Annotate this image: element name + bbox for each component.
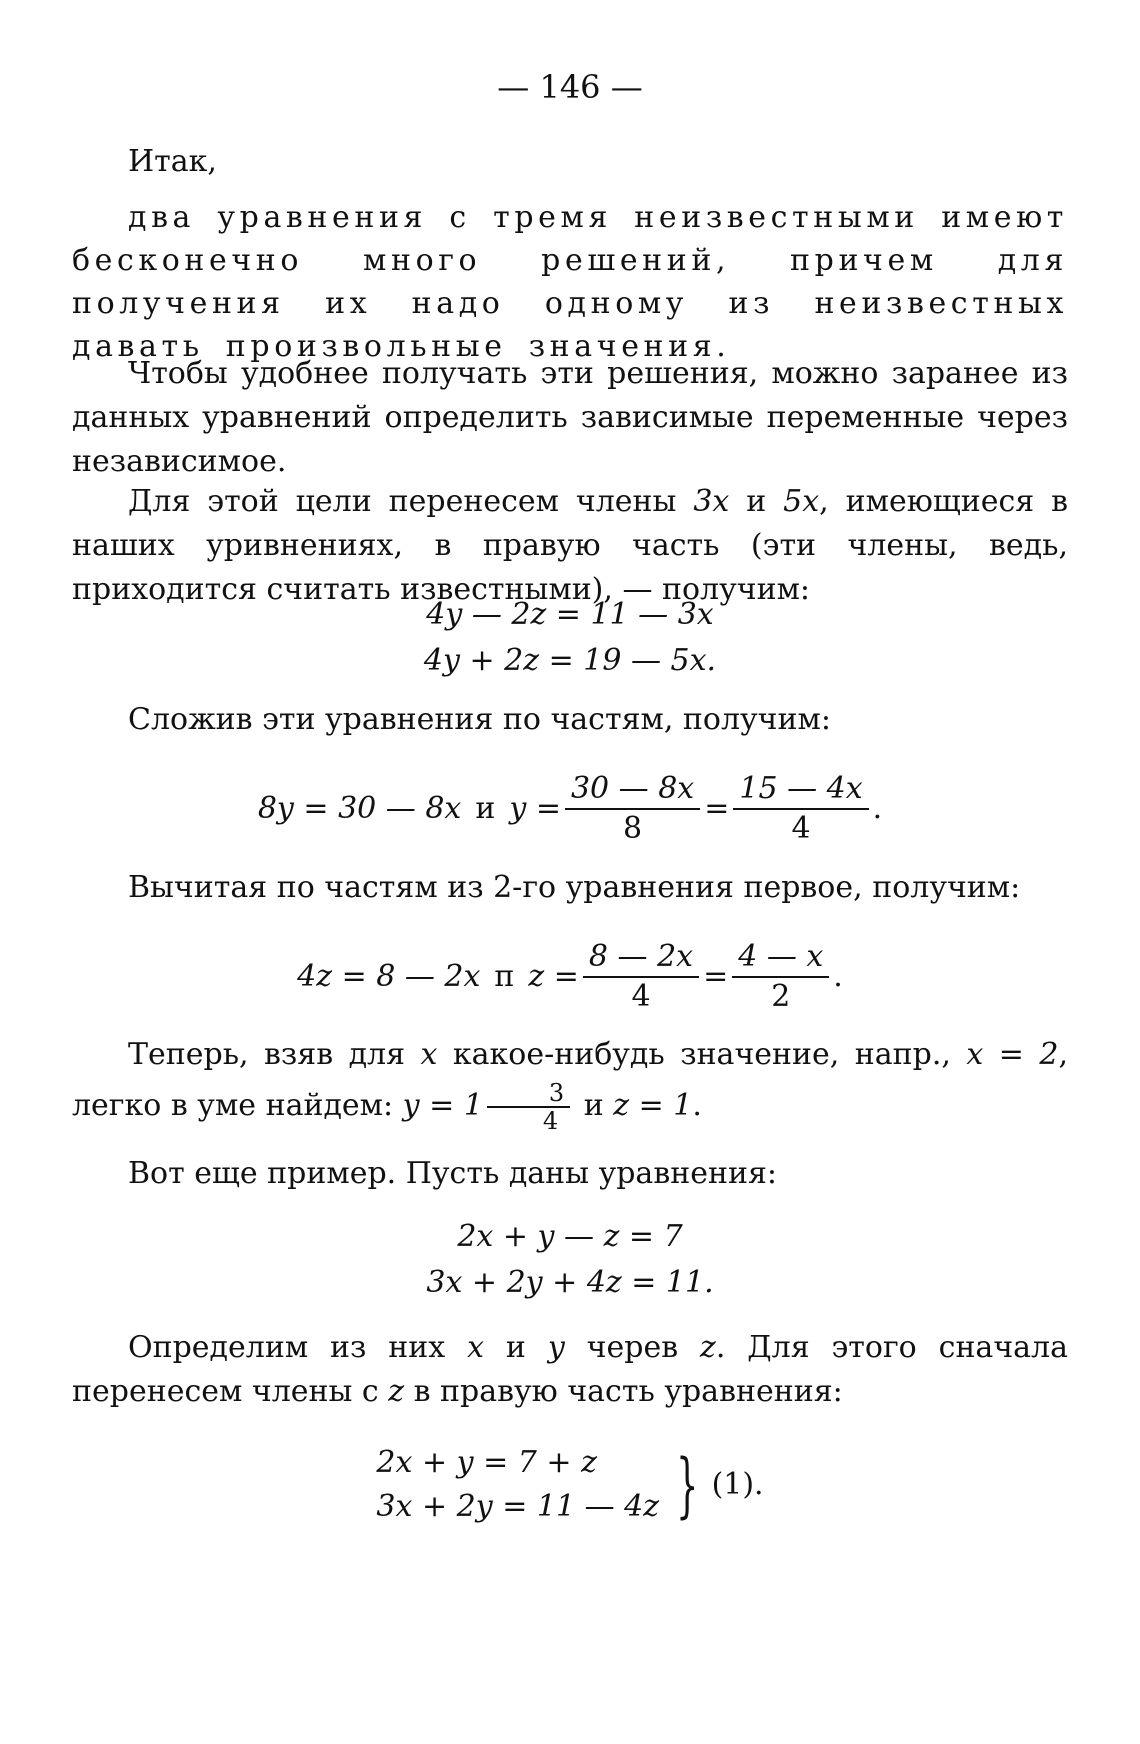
- paragraph-4: Вычитая по частям из 2-го уравнения первое, получим:: [128, 870, 1021, 905]
- eq-y-conj: и: [475, 791, 496, 826]
- eq-z-var: z =: [528, 959, 579, 994]
- p5-text-c: значение, напр.,: [680, 1037, 967, 1072]
- equation-line: 2x + y = 7 + z: [376, 1445, 597, 1480]
- p2-text-c: , имеющиеся в наших уривнениях, в правую часть (эти члены, ведь, приходится считать известными), — получим:: [72, 484, 1068, 607]
- fraction-denominator: 8: [623, 811, 643, 846]
- fraction-denominator: 4: [631, 979, 651, 1014]
- p2-term-3x: 3x: [693, 484, 730, 519]
- conclusion-paragraph: два уравнения с тремя неизвестными имеют бесконечно много решений, причем для получения их надо одному из неизвестных давать произвольные значения.: [72, 200, 1068, 364]
- page-number: — 146 —: [497, 68, 643, 106]
- p5-text-d: , легко в уме найдем:: [72, 1037, 1069, 1123]
- fraction-numerator: 8 — 2x: [583, 938, 699, 978]
- fraction-numerator: 3: [487, 1080, 570, 1108]
- eq-y-var: y =: [509, 791, 561, 826]
- equation-y: [0, 770, 1140, 848]
- p7-var-y: y: [547, 1330, 565, 1365]
- equals-sign: =: [704, 791, 730, 826]
- fraction: [732, 938, 829, 1016]
- p7-text-a: Определим из них: [128, 1330, 468, 1365]
- fraction: [583, 938, 699, 1016]
- eq-z-conj: п: [494, 959, 515, 994]
- p5-z-value: z = 1: [613, 1088, 693, 1123]
- equals-sign: =: [703, 959, 729, 994]
- period: .: [833, 959, 843, 994]
- fraction: [565, 770, 700, 848]
- paragraph-7: [72, 1326, 1068, 1414]
- fraction-denominator: 2: [771, 979, 791, 1014]
- fraction-denominator: 4: [542, 1107, 559, 1135]
- p7-text-e: в правую часть уравнения:: [404, 1374, 843, 1409]
- equation-group-3: [0, 1440, 1140, 1529]
- fraction-numerator: 15 — 4x: [733, 770, 868, 810]
- equation-group-1: [0, 592, 1140, 684]
- p5-text-b: какое-нибудь: [437, 1037, 681, 1072]
- p2-text-b: и: [729, 484, 784, 519]
- equation-line: 4y — 2z = 11 — 3x: [426, 597, 714, 632]
- fraction-numerator: 30 — 8x: [565, 770, 700, 810]
- fraction-denominator: 4: [791, 811, 811, 846]
- paragraph-1: Чтобы удобнее получать эти решения, можно заранее из данных уравнений определить зависимые переменные через независимое.: [72, 356, 1068, 479]
- equation-line: 3x + 2y + 4z = 11.: [426, 1265, 714, 1300]
- p7-var-z2: z: [388, 1374, 405, 1409]
- p7-var-z: z: [700, 1330, 716, 1365]
- paragraph-3: Сложив эти уравнения по частям, получим:: [128, 702, 831, 737]
- right-brace-icon: }: [676, 1444, 699, 1526]
- equation-group-2: [0, 1214, 1140, 1306]
- p5-text-a: Теперь, взяв для: [128, 1037, 421, 1072]
- fraction-numerator: 4 — x: [732, 938, 829, 978]
- p5-period: .: [692, 1088, 702, 1123]
- equation-line: 2x + y — z = 7: [457, 1219, 683, 1254]
- fraction: [733, 770, 868, 848]
- p5-x-value: x = 2: [966, 1037, 1059, 1072]
- eq-z-lhs: 4z = 8 — 2x: [297, 959, 481, 994]
- p5-y-value: y = 1: [402, 1088, 483, 1123]
- equation-line: 4y + 2z = 19 — 5x.: [423, 643, 717, 678]
- p5-text-e: и: [574, 1088, 614, 1123]
- p7-text-d: . Для этого сначала перенесем члены с: [72, 1330, 1068, 1409]
- p2-term-5x: 5x: [783, 484, 820, 519]
- p7-text-c: черев: [564, 1330, 700, 1365]
- p7-text-b: и: [484, 1330, 548, 1365]
- p7-var-x: x: [467, 1330, 485, 1365]
- equation-line: 3x + 2y = 11 — 4z: [376, 1489, 660, 1524]
- equation-label: (1).: [711, 1467, 764, 1502]
- fraction: [487, 1080, 570, 1134]
- p5-var-x: x: [420, 1037, 438, 1072]
- period: .: [872, 791, 883, 826]
- equation-z: [0, 938, 1140, 1016]
- p2-text-a: Для этой цели перенесем члены: [128, 484, 694, 519]
- eq-y-lhs: 8y = 30 — 8x: [257, 791, 462, 826]
- intro-text: Итак,: [128, 144, 217, 179]
- paragraph-5: [72, 1030, 1068, 1134]
- paragraph-6: Вот еще пример. Пусть даны уравнения:: [128, 1156, 777, 1191]
